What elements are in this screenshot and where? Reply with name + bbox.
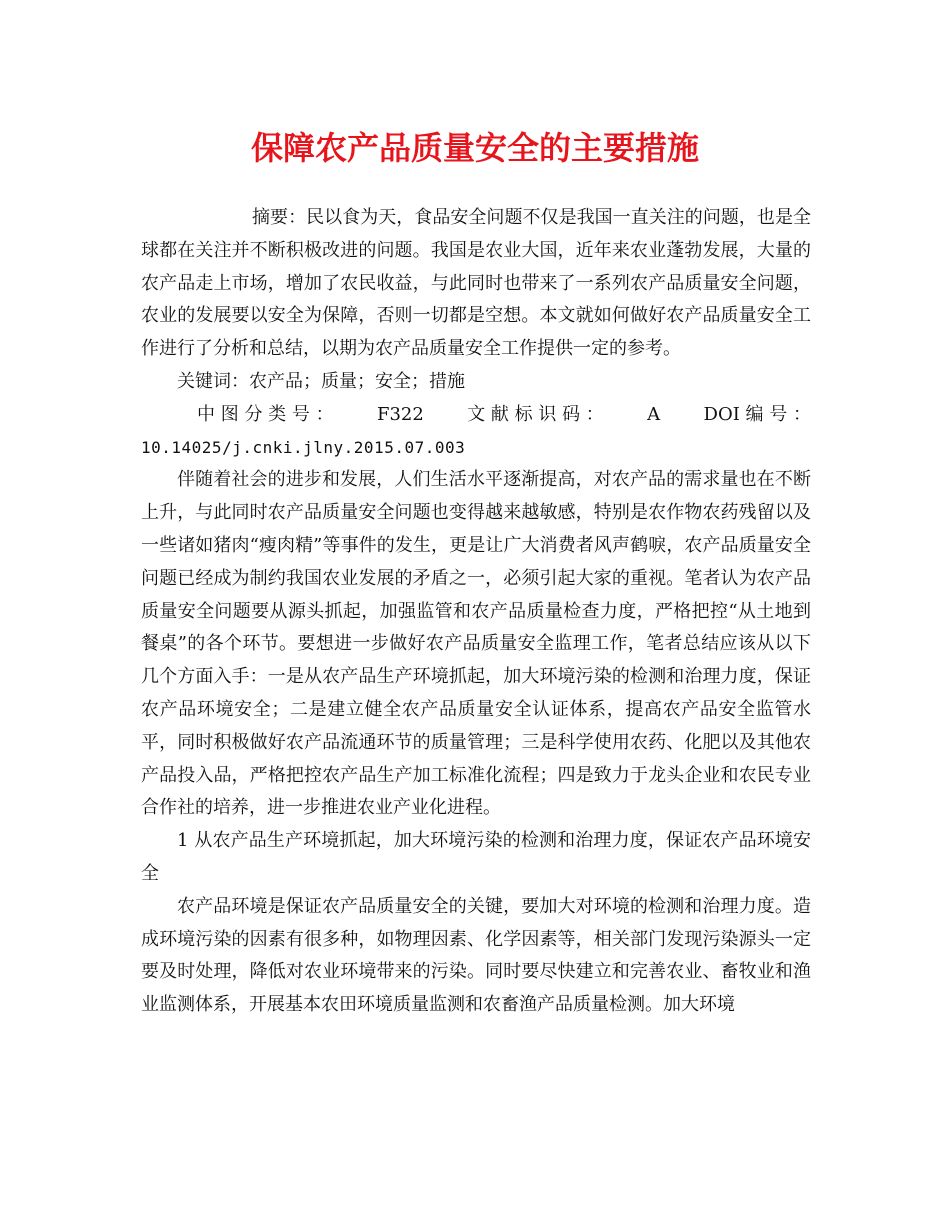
classification-line xyxy=(141,399,811,432)
abstract-paragraph: 摘要：民以食为天，食品安全问题不仅是我国一直关注的问题，也是全球都在关注并不断积极改进的问题。我国是农业大国，近年来农业蓬勃发展，大量的农产品走上市场，增加了农民收益，与此同时也带来了一系列农产品质量安全问题，农业的发展要以安全为保障，否则一切都是空想。本文就如何做好农产品质量安全工作进行了分析和总结，以期为农产品质量安全工作提供一定的参考。 xyxy=(141,207,811,360)
document-body xyxy=(141,202,811,1022)
doc-code-value: A xyxy=(647,403,661,425)
doc-code-label: 文 献 标 识 码 ： xyxy=(467,403,604,425)
clc-label: 中 图 分 类 号 ： xyxy=(197,403,334,425)
intro-paragraph: 伴随着社会的进步和发展，人们生活水平逐渐提高，对农产品的需求量也在不断上升，与此同时农产品质量安全问题也变得越来越敏感，特别是农作物农药残留以及一些诸如猪肉“瘦肉精”等事件的发生，更是让广大消费者风声鹤唳，农产品质量安全问题已经成为制约我国农业发展的矛盾之一，必须引起大家的重视。笔者认为农产品质量安全问题要从源头抓起，加强监管和农产品质量检查力度，严格把控“从土地到餐桌”的各个环节。要想进一步做好农产品质量安全监理工作，笔者总结应该从以下几个方面入手：一是从农产品生产环境抓起，加大环境污染的检测和治理力度，保证农产品环境安全；二是建立健全农产品质量安全认证体系，提高农产品安全监管水平，同时积极做好农产品流通环节的质量管理；三是科学使用农药、化肥以及其他农产品投入品，严格把控农产品生产加工标准化流程；四是致力于龙头企业和农民专业合作社的培养，进一步推进农业产业化进程。 xyxy=(141,469,811,819)
keywords-line: 关键词：农产品；质量；安全；措施 xyxy=(177,370,465,392)
doi-value: 10.14025/j.cnki.jlny.2015.07.003 xyxy=(141,437,466,457)
section-1-heading: 1 从农产品生产环境抓起，加大环境污染的检测和治理力度，保证农产品环境安全 xyxy=(141,830,811,884)
doi-label: DOI 编 号 ： xyxy=(703,403,811,425)
clc-value: F322 xyxy=(376,403,424,425)
section-1-paragraph: 农产品环境是保证农产品质量安全的关键，要加大对环境的检测和治理力度。造成环境污染的因素有很多种，如物理因素、化学因素等，相关部门发现污染源头一定要及时处理，降低对农业环境带来的污染。同时要尽快建立和完善农业、畜牧业和渔业监测体系，开展基本农田环境质量监测和农畜渔产品质量检测。加大环境 xyxy=(141,895,811,1016)
document-title: 保障农产品质量安全的主要措施 xyxy=(250,129,699,167)
